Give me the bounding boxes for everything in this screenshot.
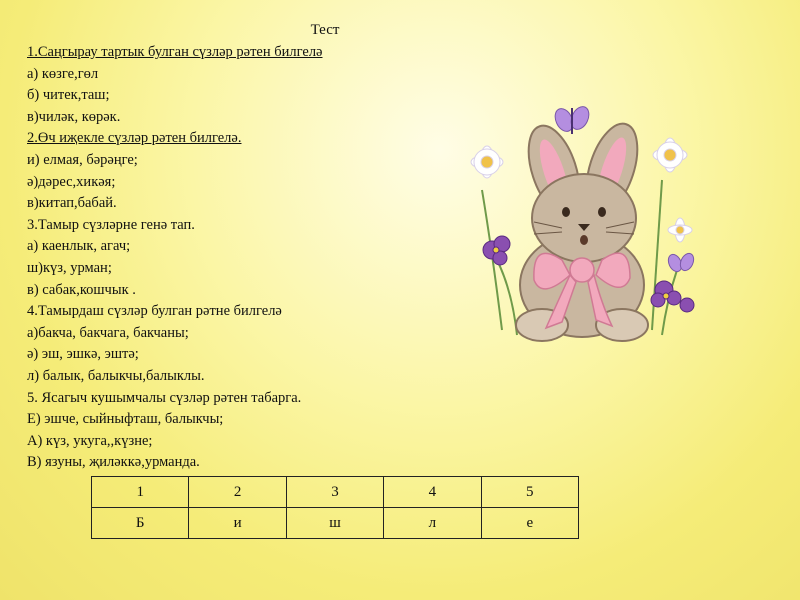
question-4-heading: 4.Тамырдаш сүзләр булган рәтне билгелә: [27, 303, 282, 320]
question-4-option-l: л) балык, балыкчы,балыклы.: [27, 367, 205, 384]
butterfly-top: [552, 104, 593, 135]
answer-table-header-cell: 5: [481, 477, 578, 508]
answer-table-answer-row: [92, 508, 579, 539]
answer-table-answer-cell: е: [481, 508, 578, 539]
question-5-option-e: Е) эшче, сыйныфташ, балыкчы;: [27, 411, 224, 428]
daisy-right: [652, 137, 689, 174]
bunny-with-pink-bow-and-flowers-icon: [462, 100, 702, 350]
question-4-option-a: а)бакча, бакчага, бакчаны;: [27, 324, 189, 341]
daisy-left: [469, 144, 506, 181]
question-list: [27, 42, 457, 474]
question-3-option-a: а) каенлык, агач;: [27, 238, 131, 255]
answer-table: [91, 476, 579, 539]
question-3-option-v: в) сабак,кошчык .: [27, 281, 136, 298]
answer-table-answer-cell: ш: [286, 508, 383, 539]
question-1-option-a: а) көзге,гөл: [27, 65, 99, 82]
question-4-option-ae: ә) эш, эшкә, эштә;: [27, 346, 139, 363]
question-1-option-b: б) читек,таш;: [27, 87, 110, 104]
question-1-option-v: в)чиләк, көрәк.: [27, 108, 121, 125]
page-title: Тест: [310, 22, 340, 38]
question-3-option-sh: ш)күз, урман;: [27, 259, 112, 276]
answer-table-answer-cell: Б: [92, 508, 189, 539]
question-2-option-ae: ә)дәрес,хикәя;: [27, 173, 116, 190]
question-2-option-v: в)китап,бабай.: [27, 195, 117, 212]
answer-table-answer-cell: и: [189, 508, 286, 539]
answer-table-header-cell: 1: [92, 477, 189, 508]
question-2-heading: 2.Өч иҗекле сүзләр рәтен билгелә.: [27, 130, 242, 147]
butterfly-right: [666, 251, 696, 273]
answer-table-header-cell: 3: [286, 477, 383, 508]
answer-table-header-cell: 2: [189, 477, 286, 508]
answer-table-header-row: [92, 477, 579, 508]
question-5-option-v: В) язуны, җиләккә,урманда.: [27, 454, 200, 471]
question-2-option-i: и) елмая, бәрәңге;: [27, 151, 138, 168]
question-5-heading: 5. Ясагыч кушымчалы сүзләр рәтен табарга.: [27, 389, 302, 406]
answer-table-header-cell: 4: [384, 477, 481, 508]
answer-table-answer-cell: л: [384, 508, 481, 539]
question-1-heading: 1.Саңгырау тартык булган сүзләр рәтен билгелә: [27, 44, 323, 60]
question-3-heading: 3.Тамыр сүзләрне генә тап.: [27, 216, 195, 233]
question-5-option-a: А) күз, укуга,,күзне;: [27, 432, 153, 449]
